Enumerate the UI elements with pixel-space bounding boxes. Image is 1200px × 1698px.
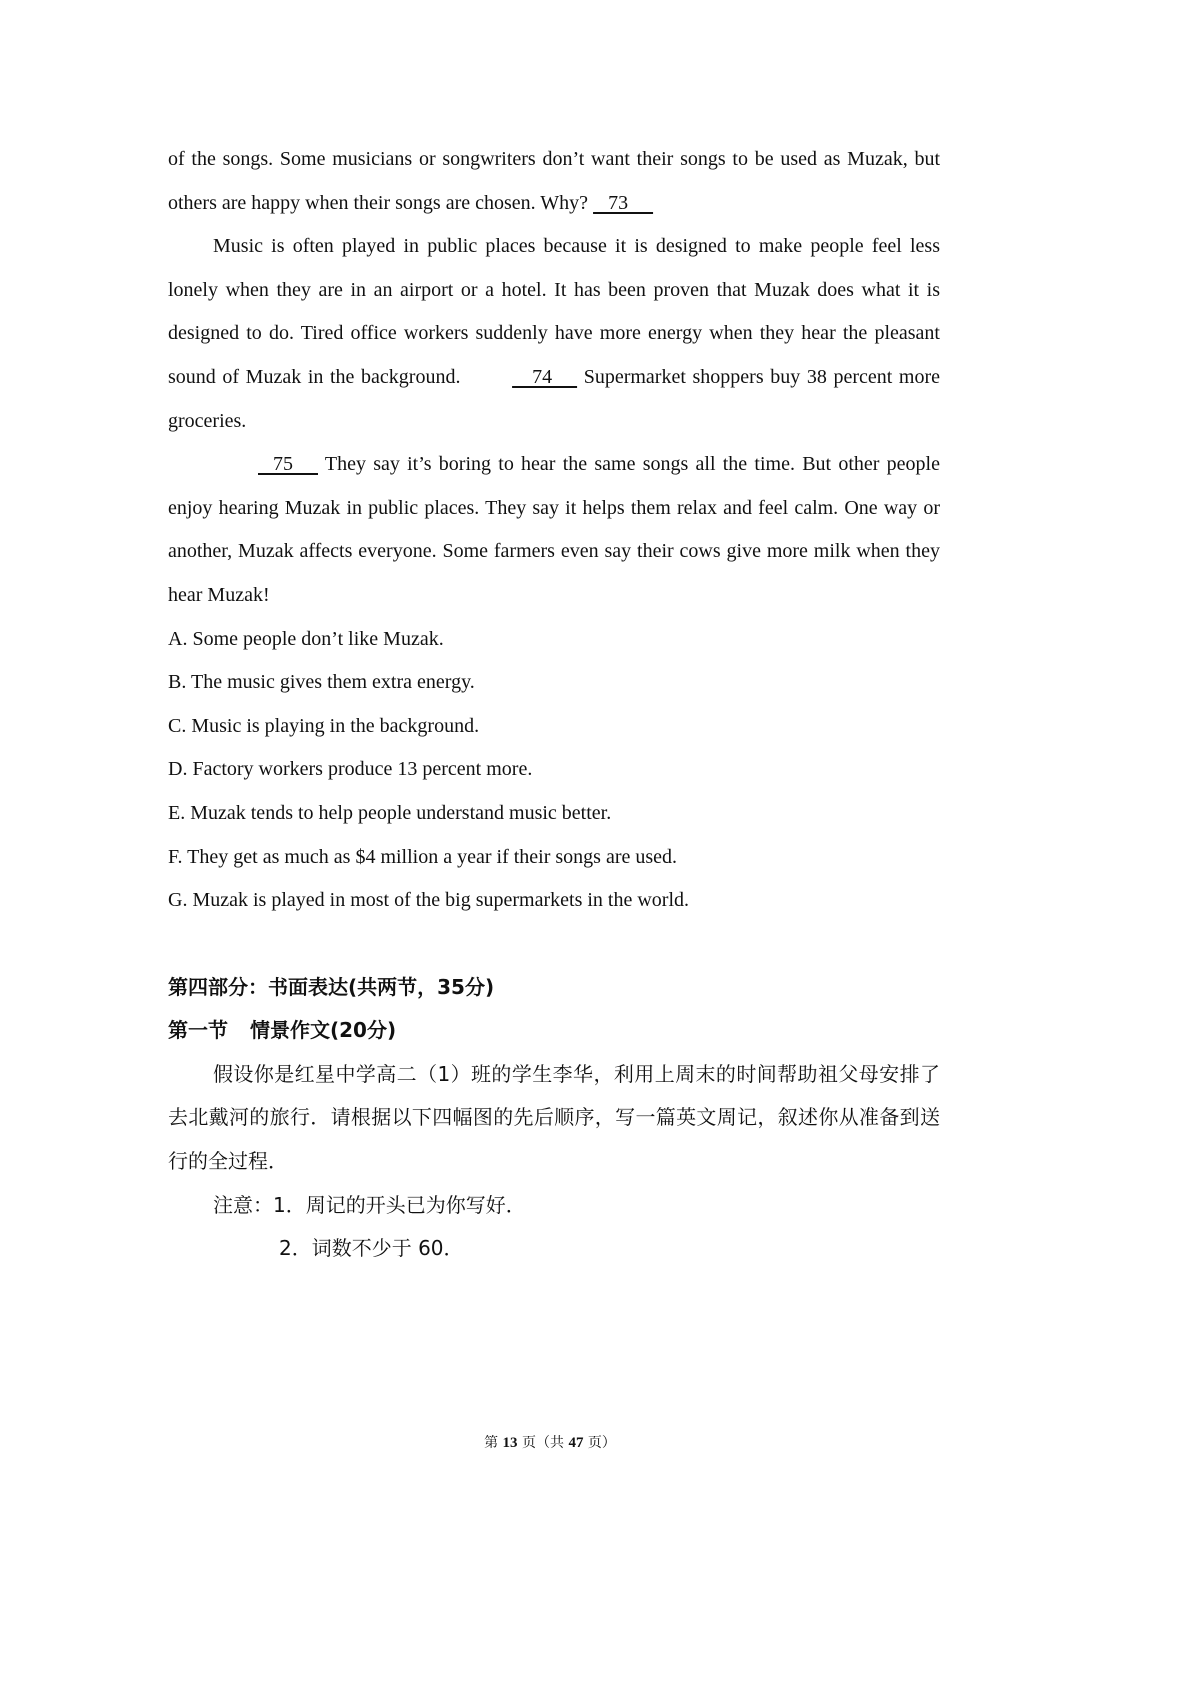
footer-suffix: 页） (583, 1435, 616, 1451)
footer-prefix: 第 (484, 1435, 503, 1451)
option-b: B. The music gives them extra energy. (168, 671, 475, 694)
answer-options (168, 618, 940, 923)
note-line-2 (168, 1227, 940, 1271)
passage-text: Music is often played in public places because it is designed to make people feel less lonely when they are in an airport or a hotel. It has been proven that Muzak does what it is designed to do. Tired office workers suddenly have more energy when they hear the pleasant sound of Muzak in the background. (168, 235, 940, 388)
page-footer (0, 1432, 1100, 1452)
part-four-heading: 第四部分：书面表达(共两节，35分) (168, 974, 495, 999)
note-item-2: 2．词数不少于 60． (279, 1236, 464, 1261)
section-title: 情景作文(20分) (250, 1018, 397, 1043)
option-c: C. Music is playing in the background. (168, 714, 480, 737)
passage-paragraph-3 (168, 443, 940, 617)
option-a: A. Some people don’t like Muzak. (168, 627, 444, 650)
page-number: 13 (502, 1435, 518, 1451)
section-number: 第一节 (168, 1018, 228, 1043)
blank-73: 73 (593, 191, 654, 214)
option-d: D. Factory workers produce 13 percent more. (168, 758, 533, 781)
note-item-1: 1．周记的开头已为你写好． (273, 1192, 526, 1217)
footer-middle: 页（共 (517, 1435, 569, 1451)
writing-instruction: 假设你是红星中学高二（1）班的学生李华，利用上周末的时间帮助祖父母安排了去北戴河的旅行．请根据以下四幅图的先后顺序，写一篇英文周记，叙述你从准备到送行的全过程． (168, 1061, 940, 1174)
blank-75: 75 (258, 453, 318, 476)
page-content (168, 138, 940, 1271)
option-f: F. They get as much as $4 million a year if their songs are used. (168, 845, 678, 868)
part-four (168, 966, 940, 1271)
note-label: 注意： (213, 1192, 273, 1217)
passage-paragraph-2 (168, 225, 940, 443)
passage-text: They say it’s boring to hear the same songs all the time. But other people enjoy hearing Muzak in public places. They say it helps them relax and feel calm. One way or another, Muzak affects everyone. Some farmers even say their cows give more milk when they hear Muzak! (168, 453, 940, 606)
note-line-1 (168, 1184, 940, 1228)
passage-text: Supermarket shoppers buy 38 percent more groceries. (168, 365, 940, 432)
passage-text: of the songs. Some musicians or songwriters don’t want their songs to be used as Muzak, but others are happy when their songs are chosen. Why? (168, 148, 940, 214)
option-e: E. Muzak tends to help people understand music better. (168, 801, 612, 824)
total-pages: 47 (568, 1435, 584, 1451)
passage-paragraph-1 (168, 138, 940, 225)
option-g: G. Muzak is played in most of the big supermarkets in the world. (168, 889, 690, 912)
section-one-heading (168, 1009, 940, 1053)
blank-74: 74 (512, 365, 578, 388)
